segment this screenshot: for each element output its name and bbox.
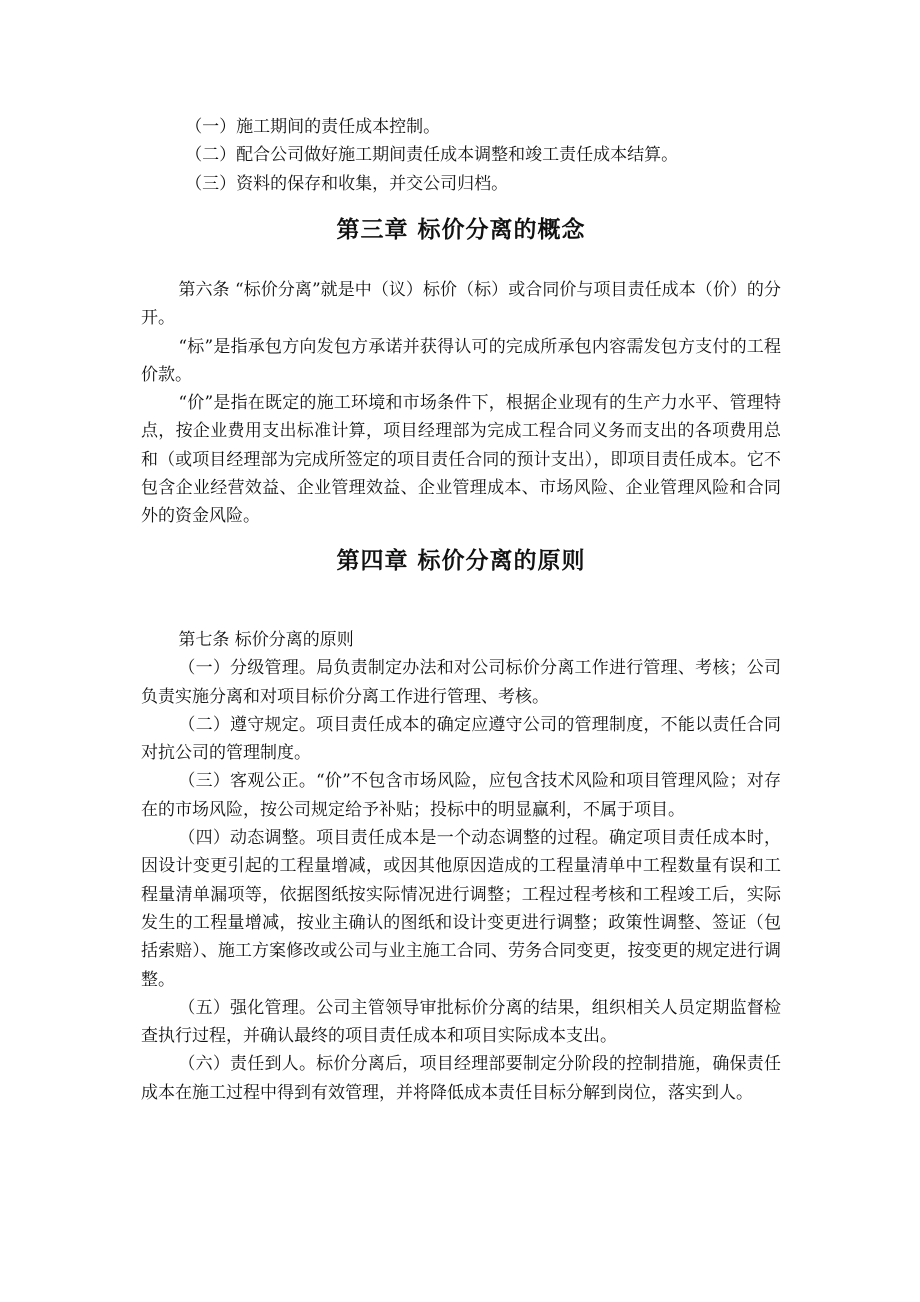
article6-paragraph: 第六条 “标价分离”就是中（议）标价（标）或合同价与项目责任成本（价）的分开。 xyxy=(141,280,781,329)
principle-item-5: （五）强化管理。公司主管领导审批标价分离的结果，组织相关人员定期监督检查执行过程，并确认最终的项目责任成本和项目实际成本支出。 xyxy=(141,997,781,1047)
chapter3-title: 第三章 标价分离的概念 xyxy=(336,217,586,243)
article7-heading: 第七条 标价分离的原则 xyxy=(178,630,354,650)
intro-item-2: （二）配合公司做好施工期间责任成本调整和竣工责任成本结算。 xyxy=(185,145,679,166)
jia-definition-paragraph: “价”是指在既定的施工环境和市场条件下，根据企业现有的生产力水平、管理特点，按企业费用支出标准计算，项目经理部为完成工程合同义务而支出的各项费用总和（或项目经理部为完成所签定的项目责任合同的预计支出），即项目责任成本。它不包含企业经营效益、企业管理效益、企业管理成本、市场风险、企业管理风险和合同外的资金风险。 xyxy=(141,393,781,527)
principle-item-6: （六）责任到人。标价分离后，项目经理部要制定分阶段的控制措施，确保责任成本在施工过程中得到有效管理，并将降低成本责任目标分解到岗位，落实到人。 xyxy=(141,1054,781,1103)
chapter4-title: 第四章 标价分离的原则 xyxy=(336,548,586,574)
chapter4-body xyxy=(141,626,781,1107)
intro-item-1: （一）施工期间的责任成本控制。 xyxy=(185,117,441,137)
principle-item-3: （三）客观公正。“价”不包含市场风险，应包含技术风险和项目管理风险；对存在的市场风险，按公司规定给予补贴；投标中的明显赢利，不属于项目。 xyxy=(141,771,781,820)
chapter3-body xyxy=(141,276,781,531)
principle-item-1: （一）分级管理。局负责制定办法和对公司标价分离工作进行管理、考核；公司负责实施分离和对项目标价分离工作进行管理、考核。 xyxy=(141,658,781,707)
intro-items xyxy=(141,113,781,198)
biao-definition-paragraph: “标”是指承包方向发包方承诺并获得认可的完成所承包内容需发包方支付的工程价款。 xyxy=(141,336,781,385)
intro-item-3: （三）资料的保存和收集，并交公司归档。 xyxy=(185,173,509,194)
principle-item-2: （二）遵守规定。项目责任成本的确定应遵守公司的管理制度，不能以责任合同对抗公司的管理制度。 xyxy=(141,714,781,764)
principle-item-4: （四）动态调整。项目责任成本是一个动态调整的过程。确定项目责任成本时，因设计变更引起的工程量增减，或因其他原因造成的工程量清单中工程数量有误和工程量清单漏项等，依据图纸按实际情况进行调整；工程过程考核和工程竣工后，实际发生的工程量增减，按业主确认的图纸和设计变更进行调整；政策性调整、签证（包括索赔）、施工方案修改或公司与业主施工合同、劳务合同变更，按变更的规定进行调整。 xyxy=(141,828,781,990)
